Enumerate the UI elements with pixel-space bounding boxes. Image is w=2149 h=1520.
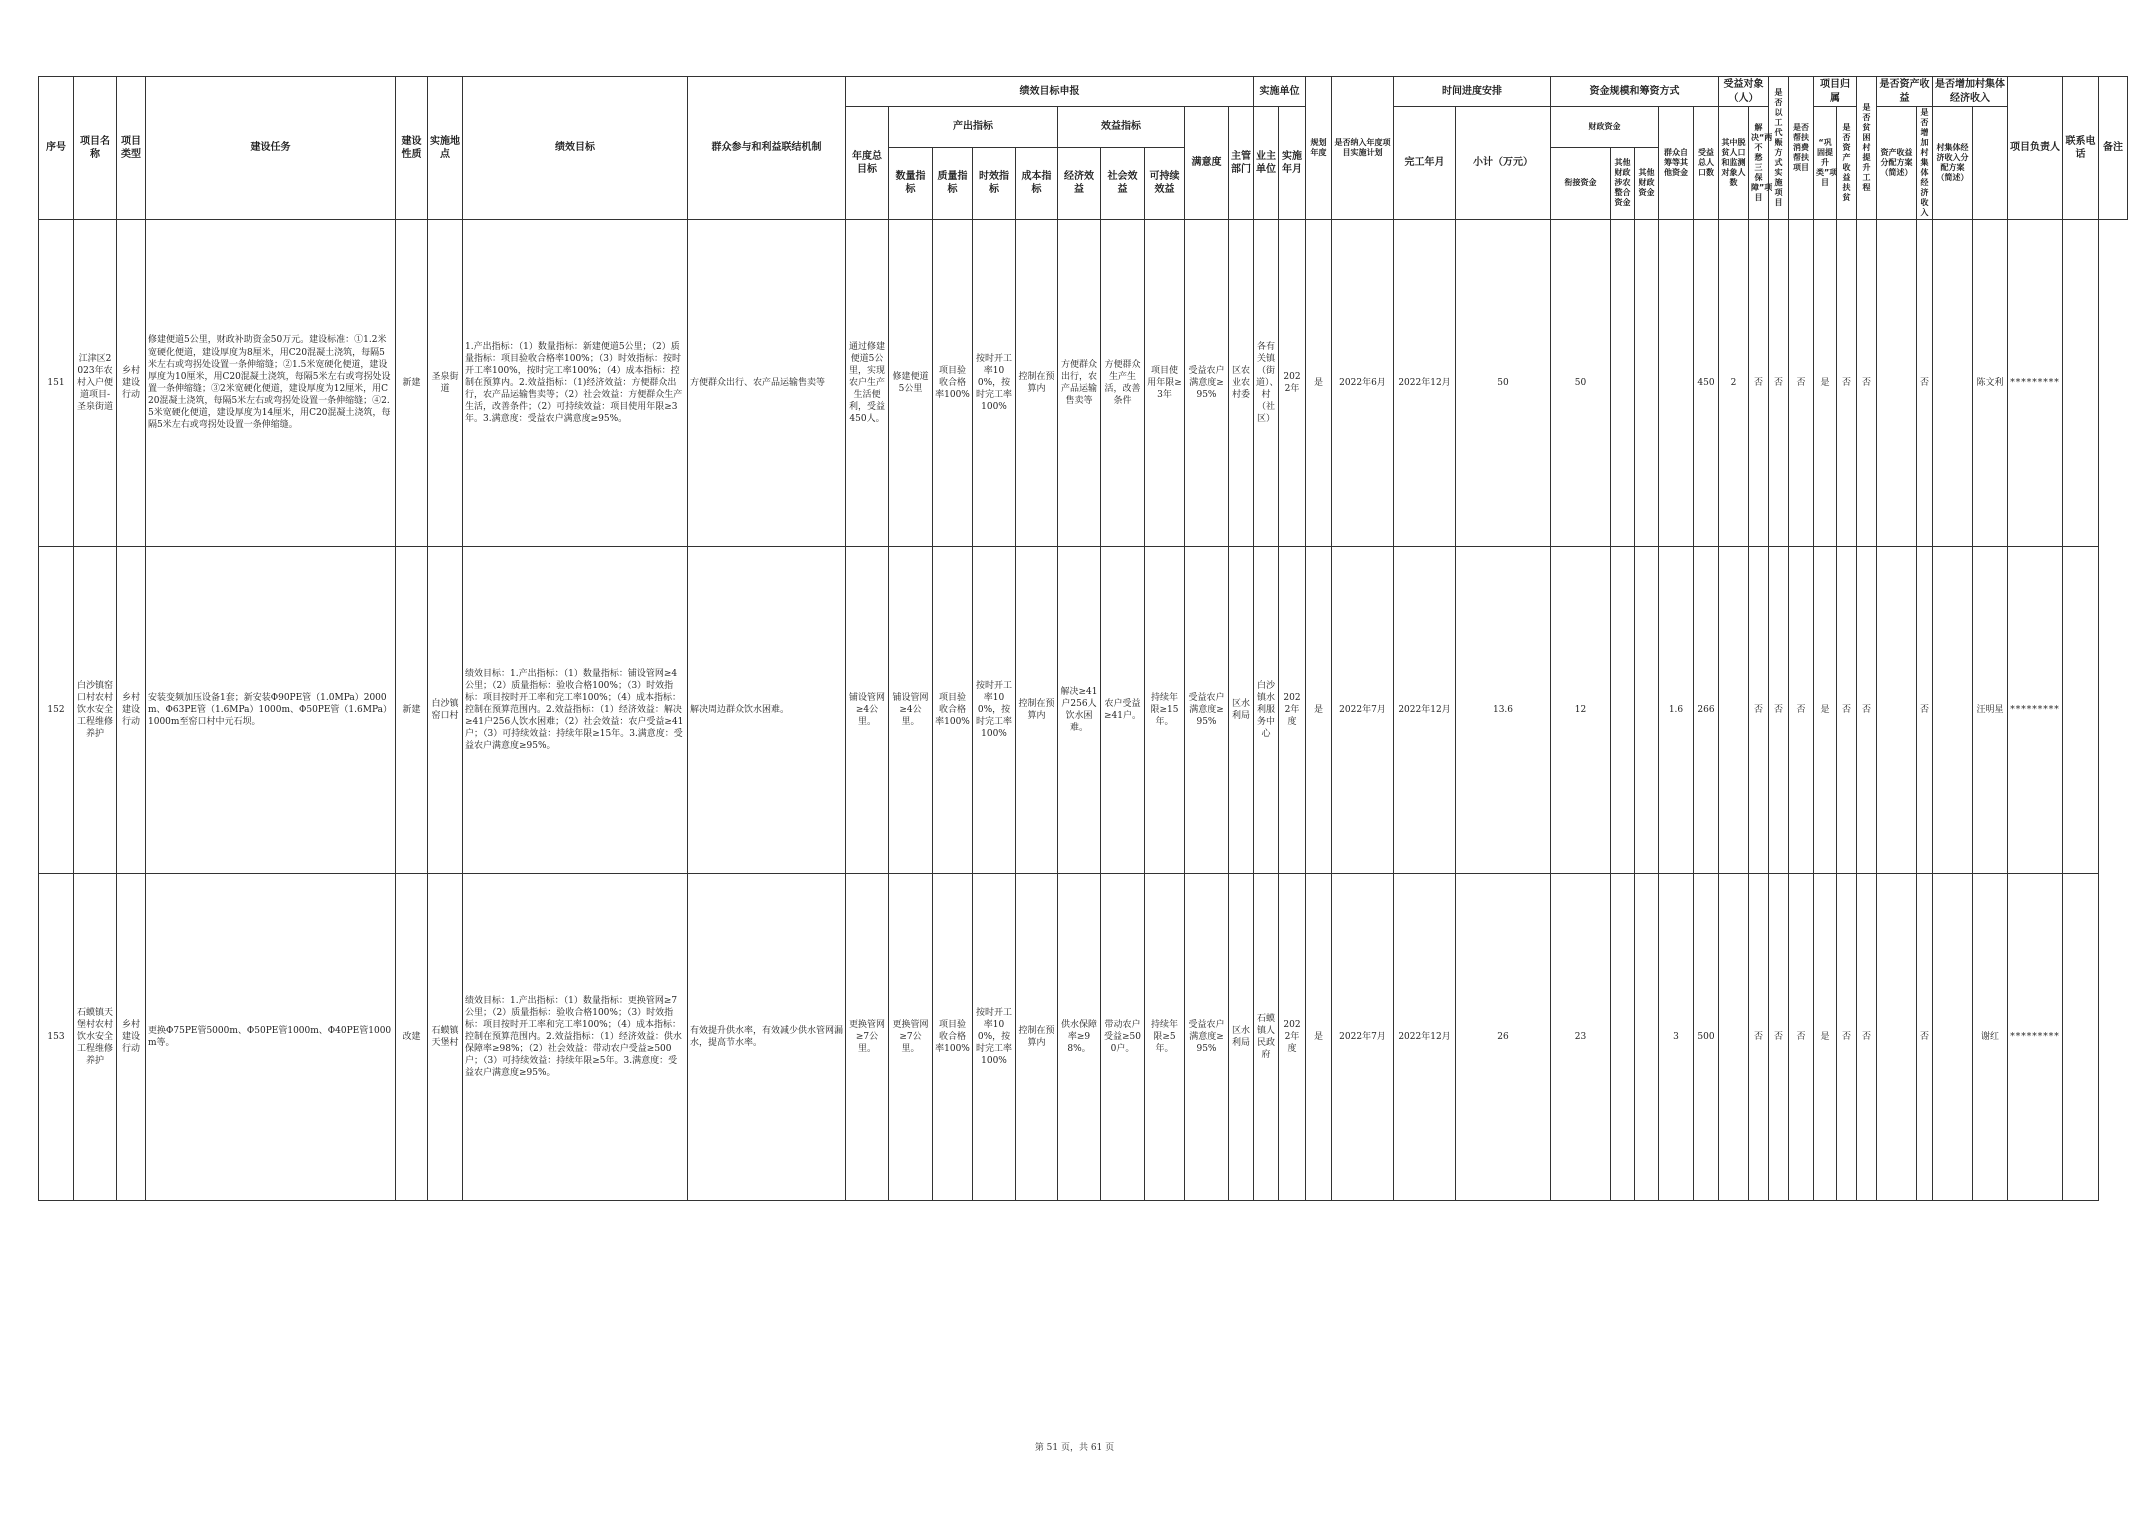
cell-sustain: 持续年限≥5年。 (1145, 874, 1185, 1201)
header-sustain: 可持续效益 (1145, 147, 1185, 219)
cell-name: 石蟆镇天堡村农村饮水安全工程维修养护 (74, 874, 117, 1201)
cell-subtotal: 26 (1456, 874, 1551, 1201)
cell-type: 乡村建设行动 (117, 547, 146, 874)
cell-other-agri (1611, 220, 1635, 547)
cell-name: 江津区2023年农村入户便道项目-圣泉街道 (74, 220, 117, 547)
cell-cost: 控制在预算内 (1016, 220, 1058, 547)
cell-owner: 白沙镇水利服务中心 (1254, 547, 1279, 874)
cell-qty: 更换管网≥7公里。 (889, 874, 933, 1201)
table-row (39, 547, 2128, 874)
header-owner: 业主单位 (1254, 107, 1279, 220)
cell-place: 圣泉街道 (428, 220, 463, 547)
cell-dept: 区水利局 (1229, 874, 1254, 1201)
cell-leader: 谢红 (1973, 874, 2008, 1201)
cell-asset-plan (1877, 220, 1917, 547)
table-row (39, 874, 2128, 1201)
cell-place: 白沙镇窑口村 (428, 547, 463, 874)
cell-income-plan (1933, 547, 1973, 874)
header-income-group: 是否增加村集体经济收入 (1933, 77, 2008, 107)
cell-leader: 陈文利 (1973, 220, 2008, 547)
cell-name: 白沙镇窑口村农村饮水安全工程维修养护 (74, 547, 117, 874)
header-type: 项目类型 (117, 77, 146, 220)
cell-linked: 50 (1551, 220, 1611, 547)
header-annual-goal: 年度总目标 (846, 107, 889, 220)
table-header (39, 77, 2128, 220)
cell-nature: 新建 (396, 547, 428, 874)
header-work-relief: 是否以工代赈方式实施项目 (1769, 77, 1789, 220)
cell-asset-plan (1877, 874, 1917, 1201)
header-beneficiary-group: 受益对象（人） (1719, 77, 1769, 107)
header-econ: 经济效益 (1058, 147, 1101, 219)
cell-income-yes: 否 (1917, 547, 1933, 874)
cell-timeliness: 按时开工率100%，按时完工率100% (973, 220, 1016, 547)
cell-total-pop: 500 (1694, 874, 1719, 1201)
cell-annual-goal: 通过修建便道5公里，实现农户生产生活便利，受益450人。 (846, 220, 889, 547)
header-goal: 绩效目标 (463, 77, 688, 220)
header-village-project: 是否贫困村提升工程 (1857, 77, 1877, 220)
cell-owner: 各有关镇（街道）、村（社区） (1254, 220, 1279, 547)
cell-social: 农户受益≥41户。 (1101, 547, 1145, 874)
cell-work-relief: 否 (1749, 220, 1769, 547)
cell-asset-benefit: 否 (1857, 874, 1877, 1201)
cell-dept: 区农业农村委 (1229, 220, 1254, 547)
cell-two-three: 否 (1789, 874, 1814, 1201)
cell-end: 2022年12月 (1394, 220, 1456, 547)
cell-social: 方便群众生产生活，改善条件 (1101, 220, 1145, 547)
header-poor-pop: 其中脱贫人口和监测对象人数 (1719, 107, 1749, 220)
cell-satisfaction: 受益农户满意度≥95% (1185, 547, 1229, 874)
header-name: 项目名称 (74, 77, 117, 220)
header-perf-group: 绩效目标申报 (846, 77, 1254, 107)
cell-start: 2022年6月 (1332, 220, 1394, 547)
header-attr-group: 项目归属 (1814, 77, 1857, 107)
header-other-fiscal: 其他财政资金 (1635, 147, 1659, 219)
cell-quality: 项目验收合格率100% (933, 874, 973, 1201)
header-fund-group: 资金规模和筹资方式 (1551, 77, 1719, 107)
header-income-plan: 村集体经济收入分配方案（简述） (1933, 107, 1973, 220)
header-qty: 数量指标 (889, 147, 933, 219)
cell-type: 乡村建设行动 (117, 220, 146, 547)
cell-consolidate: 是 (1814, 220, 1837, 547)
header-consumption: 是否帮扶消费帮扶项目 (1789, 77, 1814, 220)
table-body (39, 220, 2128, 1201)
header-dept: 主管部门 (1229, 107, 1254, 220)
cell-annual-goal: 铺设管网≥4公里。 (846, 547, 889, 874)
header-unit-group: 实施单位 (1254, 77, 1306, 107)
cell-other-fiscal (1635, 220, 1659, 547)
cell-linked: 12 (1551, 547, 1611, 874)
cell-phone: ********* (2008, 874, 2063, 1201)
cell-other-fiscal (1635, 547, 1659, 874)
cell-village-project: 否 (1837, 220, 1857, 547)
cell-annual-goal: 更换管网≥7公里。 (846, 874, 889, 1201)
cell-income-yes: 否 (1917, 220, 1933, 547)
cell-seq: 152 (39, 547, 74, 874)
cell-asset-benefit: 否 (1857, 220, 1877, 547)
cell-included: 是 (1306, 874, 1332, 1201)
cell-econ: 方便群众出行，农产品运输售卖等 (1058, 220, 1101, 547)
cell-subtotal: 50 (1456, 220, 1551, 547)
cell-goal: 绩效目标：1.产出指标：（1）数量指标：铺设管网≥4公里；（2）质量指标：验收合格100%；（3）时效指标：项目按时开工率和完工率100%；（4）成本指标：控制在预算范围内。2.效益指标：（1）经济效益：解决≥41户256人饮水困难；（2）社会效益：农户受益≥41户；（3）可持续效益：持续年限≥15年。3.满意度：受益农户满意度≥95%。 (463, 547, 688, 874)
cell-remark (2063, 220, 2099, 547)
page-footer: 第 51 页，共 61 页 (1034, 1443, 1115, 1453)
cell-econ: 供水保障率≥98%。 (1058, 874, 1101, 1201)
cell-owner: 石蟆镇人民政府 (1254, 874, 1279, 1201)
cell-linked: 23 (1551, 874, 1611, 1201)
header-linked: 衔接资金 (1551, 147, 1611, 219)
header-subtotal: 小计（万元） (1456, 107, 1551, 220)
header-social: 社会效益 (1101, 147, 1145, 219)
cell-self-raised: 1.6 (1659, 547, 1694, 874)
cell-remark (2063, 547, 2099, 874)
cell-timeliness: 按时开工率100%，按时完工率100% (973, 547, 1016, 874)
header-satisfaction: 满意度 (1185, 107, 1229, 220)
cell-self-raised: 3 (1659, 874, 1694, 1201)
header-plan-year: 规划年度 (1306, 77, 1332, 220)
cell-consumption: 否 (1769, 220, 1789, 547)
header-end: 完工年月 (1394, 107, 1456, 220)
cell-start: 2022年7月 (1332, 547, 1394, 874)
cell-total-pop: 450 (1694, 220, 1719, 547)
cell-village-project: 否 (1837, 547, 1857, 874)
cell-qty: 修建便道5公里 (889, 220, 933, 547)
cell-satisfaction: 受益农户满意度≥95% (1185, 220, 1229, 547)
header-other-agri: 其他财政涉农整合资金 (1611, 147, 1635, 219)
cell-plan-year: 2022年度 (1279, 874, 1306, 1201)
project-table (38, 76, 2128, 1201)
cell-dept: 区水利局 (1229, 547, 1254, 874)
cell-quality: 项目验收合格率100% (933, 220, 973, 547)
cell-plan-year: 2022年 (1279, 220, 1306, 547)
cell-social: 带动农户受益≥500户。 (1101, 874, 1145, 1201)
cell-task: 安装变频加压设备1套；新安装Φ90PE管（1.0MPa）2000m、Φ63PE管（1.6MPa）1000m、Φ50PE管（1.6MPa）1000m至窑口村中元石坝。 (146, 547, 396, 874)
cell-remark (2063, 874, 2099, 1201)
cell-income-plan (1933, 220, 1973, 547)
cell-asset-plan (1877, 547, 1917, 874)
cell-work-relief: 否 (1749, 547, 1769, 874)
cell-two-three: 否 (1789, 220, 1814, 547)
cell-poor-pop: 2 (1719, 220, 1749, 547)
cell-qty: 铺设管网≥4公里。 (889, 547, 933, 874)
cell-goal: 绩效目标：1.产出指标：（1）数量指标：更换管网≥7公里；（2）质量指标：验收合格100%；（3）时效指标：项目按时开工率和完工率100%；（4）成本指标：控制在预算范围内。2.效益指标：（1）经济效益：供水保障率≥98%；（2）社会效益：带动农户受益≥500户；（3）可持续效益：持续年限≥5年。3.满意度：受益农户满意度≥95%。 (463, 874, 688, 1201)
header-asset-group: 是否资产收益 (1877, 77, 1933, 107)
header-asset-benefit: 是否资产收益扶贫 (1837, 107, 1857, 220)
header-leader: 项目负责人 (2008, 77, 2063, 220)
header-phone: 联系电话 (2063, 77, 2099, 220)
header-mechanism: 群众参与和利益联结机制 (688, 77, 846, 220)
table-row (39, 220, 2128, 547)
cell-consolidate: 是 (1814, 874, 1837, 1201)
cell-phone: ********* (2008, 547, 2063, 874)
cell-consumption: 否 (1769, 547, 1789, 874)
cell-task: 更换Φ75PE管5000m、Φ50PE管1000m、Φ40PE管1000m等。 (146, 874, 396, 1201)
cell-asset-benefit: 否 (1857, 547, 1877, 874)
cell-total-pop: 266 (1694, 547, 1719, 874)
header-place: 实施地点 (428, 77, 463, 220)
cell-econ: 解决≥41户256人饮水困难。 (1058, 547, 1101, 874)
cell-income-plan (1933, 874, 1973, 1201)
cell-timeliness: 按时开工率100%，按时完工率100% (973, 874, 1016, 1201)
cell-seq: 153 (39, 874, 74, 1201)
cell-two-three: 否 (1789, 547, 1814, 874)
cell-included: 是 (1306, 547, 1332, 874)
header-self-raised: 群众自筹等其他资金 (1659, 107, 1694, 220)
cell-other-agri (1611, 874, 1635, 1201)
cell-leader: 汪明星 (1973, 547, 2008, 874)
cell-cost: 控制在预算内 (1016, 547, 1058, 874)
header-timeliness: 时效指标 (973, 147, 1016, 219)
cell-end: 2022年12月 (1394, 547, 1456, 874)
cell-poor-pop (1719, 874, 1749, 1201)
cell-sustain: 项目使用年限≥3年 (1145, 220, 1185, 547)
header-cost: 成本指标 (1016, 147, 1058, 219)
cell-subtotal: 13.6 (1456, 547, 1551, 874)
header-fiscal-group: 财政资金 (1551, 107, 1659, 148)
cell-income-yes: 否 (1917, 874, 1933, 1201)
header-time-group: 时间进度安排 (1394, 77, 1551, 107)
cell-other-fiscal (1635, 874, 1659, 1201)
cell-task: 修建便道5公里，财政补助资金50万元。建设标准：①1.2米宽硬化便道，建设厚度为8厘米，用C20混凝土浇筑，每隔5米左右或弯拐处设置一条伸缩缝；②1.5米宽硬化便道，建设厚度为10厘米，用C20混凝土浇筑，每隔5米左右或弯拐处设置一条伸缩缝；③2米宽硬化便道，建设厚度为12厘米，用C20混凝土浇筑，每隔5米左右或弯拐处设置一条伸缩缝；④2.5米宽硬化便道，建设厚度为14厘米，用C20混凝土浇筑，每隔5米左右或弯拐处设置一条伸缩缝。 (146, 220, 396, 547)
cell-place: 石蟆镇天堡村 (428, 874, 463, 1201)
header-benefit-group: 效益指标 (1058, 107, 1185, 148)
cell-cost: 控制在预算内 (1016, 874, 1058, 1201)
header-quality: 质量指标 (933, 147, 973, 219)
cell-mechanism: 有效提升供水率，有效减少供水管网漏水，提高节水率。 (688, 874, 846, 1201)
cell-sustain: 持续年限≥15年。 (1145, 547, 1185, 874)
header-asset-plan: 资产收益分配方案（简述） (1877, 107, 1917, 220)
cell-self-raised (1659, 220, 1694, 547)
cell-goal: 1.产出指标：（1）数量指标：新建便道5公里；（2）质量指标：项目验收合格率100%；（3）时效指标：按时开工率100%，按时完工率100%；（4）成本指标：控制在预算内。2.效益指标：（1)经济效益：方便群众出行，农产品运输售卖等；（2）社会效益：方便群众生产生活，改善条件；（2）可持续效益：项目使用年限≥3年。3.满意度：受益农户满意度≥95%。 (463, 220, 688, 547)
cell-type: 乡村建设行动 (117, 874, 146, 1201)
cell-phone: ********* (2008, 220, 2063, 547)
header-nature: 建设性质 (396, 77, 428, 220)
header-output-group: 产出指标 (889, 107, 1058, 148)
header-two-three: 解决“两不愁三保障”项目 (1749, 107, 1769, 220)
cell-village-project: 否 (1837, 874, 1857, 1201)
cell-nature: 改建 (396, 874, 428, 1201)
cell-start: 2022年7月 (1332, 874, 1394, 1201)
cell-work-relief: 否 (1749, 874, 1769, 1201)
header-remark: 备注 (2099, 77, 2128, 220)
header-income-yes: 是否增加村集体经济收入 (1917, 107, 1933, 220)
cell-consolidate: 是 (1814, 547, 1837, 874)
cell-mechanism: 方便群众出行、农产品运输售卖等 (688, 220, 846, 547)
header-total-pop: 受益总人口数 (1694, 107, 1719, 220)
header-start: 实施年月 (1279, 107, 1306, 220)
header-consolidate: “巩固提升类”项目 (1814, 107, 1837, 220)
cell-seq: 151 (39, 220, 74, 547)
cell-other-agri (1611, 547, 1635, 874)
cell-consumption: 否 (1769, 874, 1789, 1201)
cell-quality: 项目验收合格率100% (933, 547, 973, 874)
cell-included: 是 (1306, 220, 1332, 547)
cell-poor-pop (1719, 547, 1749, 874)
header-included: 是否纳入年度项目实施计划 (1332, 77, 1394, 220)
header-seq: 序号 (39, 77, 74, 220)
cell-end: 2022年12月 (1394, 874, 1456, 1201)
cell-plan-year: 2022年度 (1279, 547, 1306, 874)
cell-nature: 新建 (396, 220, 428, 547)
header-task: 建设任务 (146, 77, 396, 220)
cell-mechanism: 解决周边群众饮水困难。 (688, 547, 846, 874)
cell-satisfaction: 受益农户满意度≥95% (1185, 874, 1229, 1201)
